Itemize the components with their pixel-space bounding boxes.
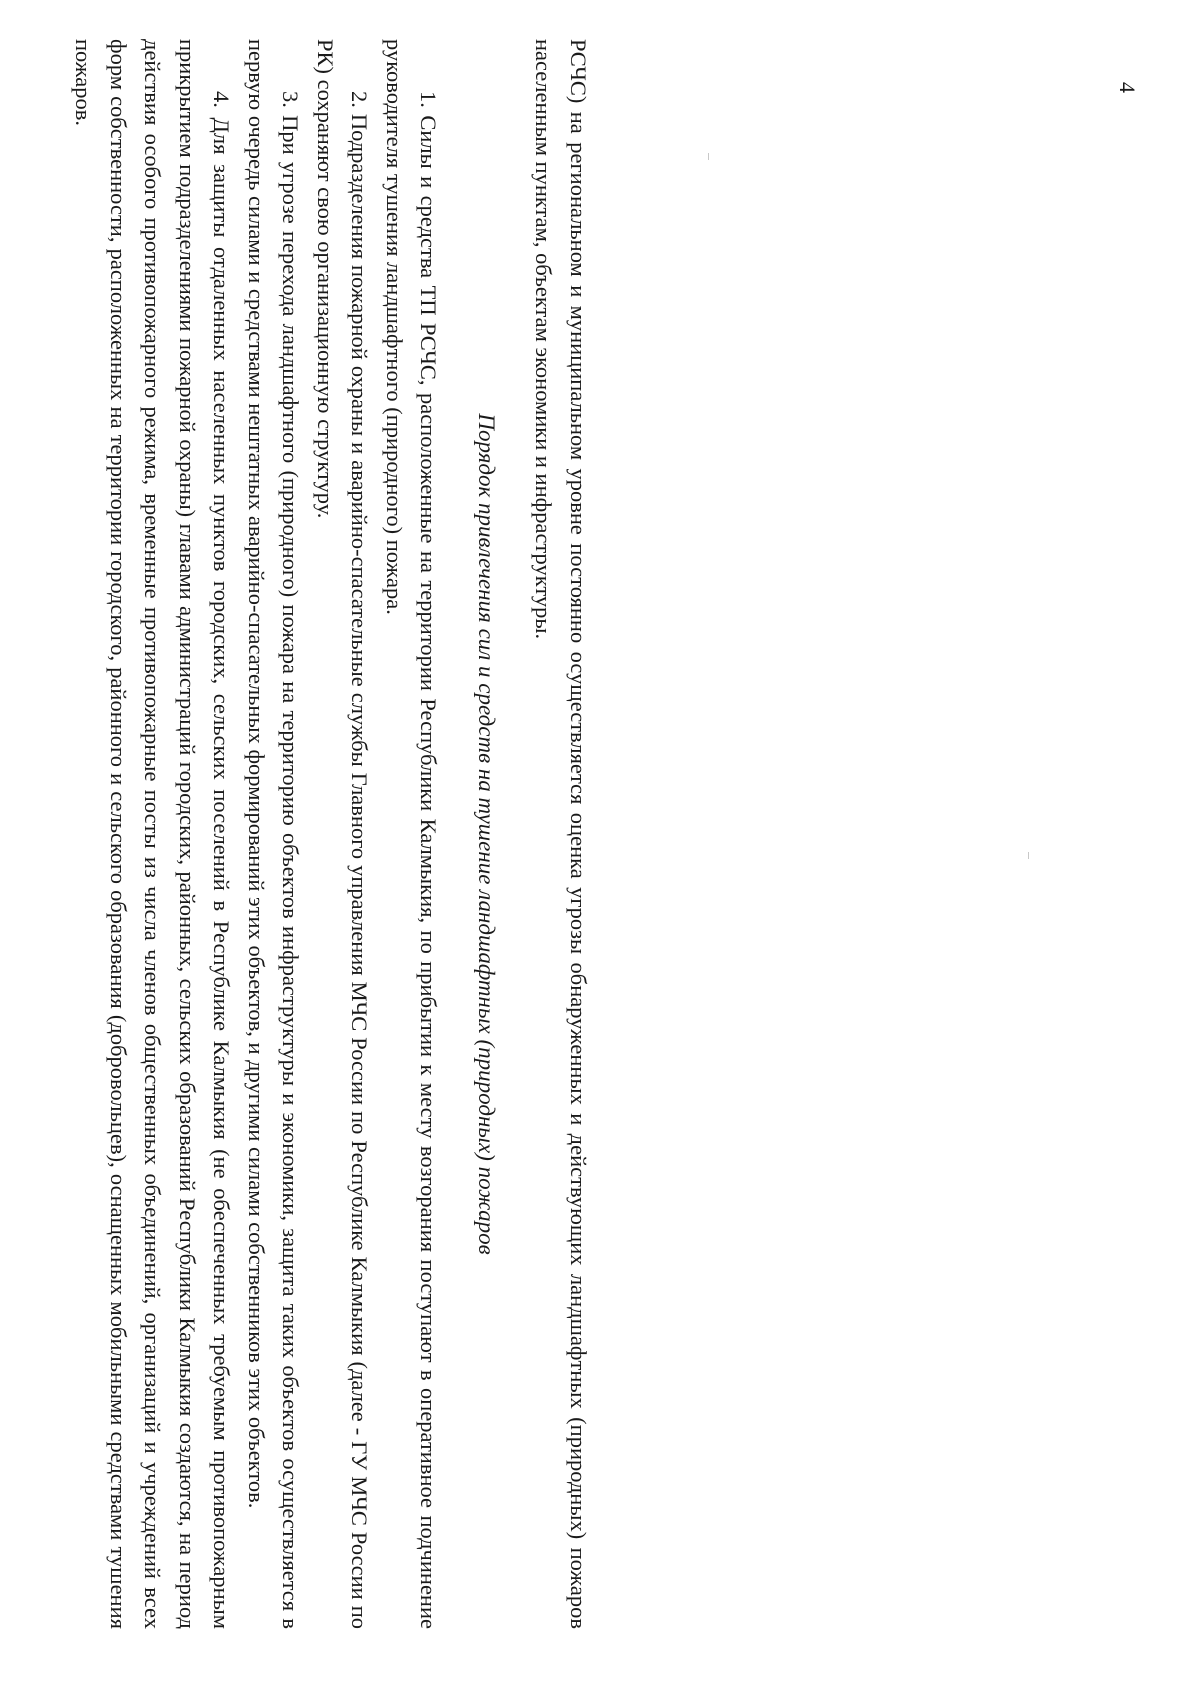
scan-speck: [1028, 852, 1029, 859]
page-number: 4: [1115, 82, 1140, 93]
intro-paragraph: РСЧС) на региональном и муниципальном уровне постоянно осуществляется оценка угрозы обнаруженных и действующих ландшафтных (природных) пожаров населенным пунктам, объектам экономики и инфраструктуры.: [531, 39, 591, 1629]
paragraph-2: 2. Подразделения пожарной охраны и аварийно-спасательные службы Главного управления МЧС России по Республике Калмыкия (далее - ГУ МЧС России по РК) сохраняют свою организационную структуру.: [313, 39, 373, 1629]
paragraph-1: 1. Силы и средства ТП РСЧС, расположенные на территории Республики Калмыкия, по прибытии к месту возгорания поступают в оперативное подчинение руководителя тушения ландшафтного (природного) пожара.: [382, 39, 442, 1629]
paragraph-3: 3. При угрозе перехода ландшафтного (природного) пожара на территорию объектов инфраструктуры и экономики, защита таких объектов осуществляется в первую очередь силами и средствами нештатных аварийно-спасательных формирований этих объектов, и другими силами собственников этих объектов.: [244, 39, 304, 1629]
paragraph-4: 4. Для защиты отдаленных населенных пунктов городских, сельских поселений в Республике Калмыкия (не обеспеченных требуемым противопожарным прикрытием подразделениями пожарной охраны) главами администраций городских, районных, сельских образований Республики Калмыкия создаются, на период действия особого противопожарного режима, временные противопожарные посты из числа членов общественных объединений, организаций и учреждений всех форм собственности, расположенных на территории городского, районного и сельского образования (добровольцев), оснащенных мобильными средствами тушения пожаров.: [71, 39, 235, 1629]
rotated-document-body: [71, 39, 595, 1629]
section-heading: Порядок привлечения сил и средств на тушение ландшафтных (природных) пожаров: [474, 413, 499, 1255]
scan-speck: [708, 153, 709, 160]
